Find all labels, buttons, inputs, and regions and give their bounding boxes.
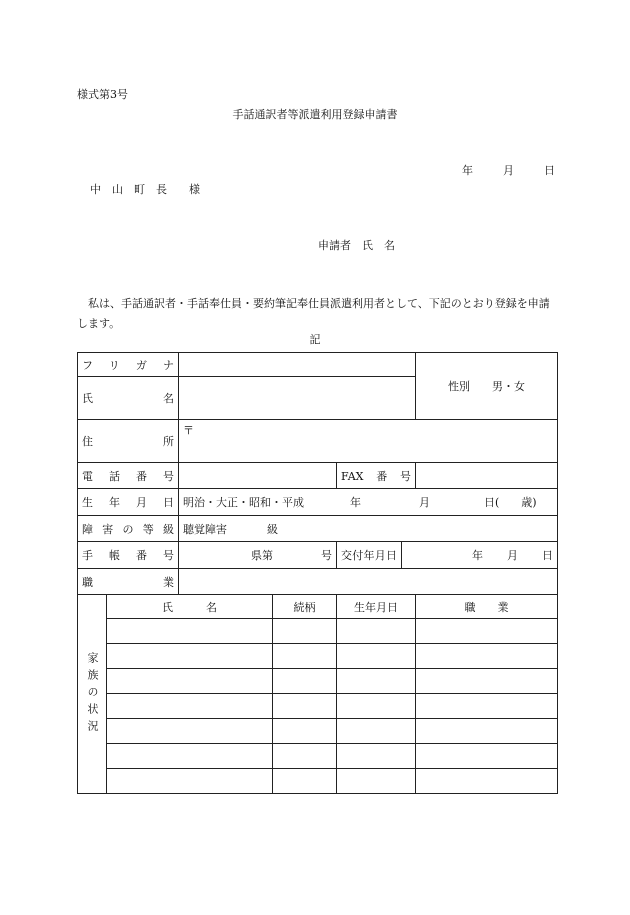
family-row (78, 644, 558, 669)
issue-date-input[interactable] (402, 542, 558, 569)
name-input[interactable] (179, 377, 416, 420)
family-col-name: 氏 名 (107, 595, 273, 619)
fax-label-cell (337, 463, 416, 489)
family-col-birth: 生年月日 (337, 595, 416, 619)
family-section-label-cell (78, 595, 107, 794)
addressee: 中 山 町 長 様 (90, 183, 200, 196)
family-relation-input[interactable] (273, 619, 337, 644)
ki-heading: 記 (309, 333, 321, 346)
family-row (78, 694, 558, 719)
family-job-input[interactable] (416, 719, 558, 744)
issue-month-label: 月 (507, 549, 519, 562)
family-relation-input[interactable] (273, 719, 337, 744)
form-number: 様式第3号 (77, 88, 128, 101)
disability-label-cell (78, 516, 179, 542)
family-name-input[interactable] (107, 744, 273, 769)
phone-input[interactable] (179, 463, 337, 489)
family-col-job: 職 業 (416, 595, 558, 619)
notebook-pref-label: 県第 (251, 549, 274, 562)
family-birth-input[interactable] (337, 669, 416, 694)
occupation-label: 職業 (82, 575, 175, 589)
family-relation-input[interactable] (273, 769, 337, 794)
fax-input[interactable] (416, 463, 558, 489)
address-label-cell (78, 420, 179, 463)
family-job-input[interactable] (416, 744, 558, 769)
application-statement: 私は、手話通訳者・手話奉仕員・要約筆記奉仕員派遣利用者として、下記のとおり登録を申請します。 (77, 297, 550, 330)
family-row (78, 619, 558, 644)
notebook-label: 手帳番号 (82, 549, 175, 562)
family-job-input[interactable] (416, 619, 558, 644)
family-job-input[interactable] (416, 644, 558, 669)
family-row (78, 769, 558, 794)
fax-label: FAX番号 (341, 469, 412, 483)
family-birth-input[interactable] (337, 769, 416, 794)
birth-label-cell (78, 489, 179, 516)
family-name-input[interactable] (107, 644, 273, 669)
family-relation-input[interactable] (273, 644, 337, 669)
date-day: 日 (544, 164, 555, 177)
issue-date-label: 交付年月日 (341, 549, 398, 562)
furigana-input[interactable] (179, 353, 416, 377)
birth-label: 生年月日 (82, 496, 175, 509)
address-input[interactable] (179, 420, 558, 463)
occupation-input[interactable] (179, 569, 558, 595)
registration-form-table (77, 352, 558, 794)
family-birth-input[interactable] (337, 694, 416, 719)
family-job-input[interactable] (416, 669, 558, 694)
family-name-input[interactable] (107, 619, 273, 644)
gender-label: 性別 男・女 (448, 380, 526, 393)
family-relation-input[interactable] (273, 744, 337, 769)
family-job-input[interactable] (416, 769, 558, 794)
family-name-input[interactable] (107, 719, 273, 744)
postal-mark: 〒 (183, 424, 195, 437)
family-birth-input[interactable] (337, 644, 416, 669)
family-relation-input[interactable] (273, 669, 337, 694)
name-label: 氏名 (82, 392, 175, 405)
family-section-label: 家族の状況 (86, 651, 99, 737)
birth-day-age-label: 日( 歳) (484, 496, 537, 509)
birth-date-input[interactable] (179, 489, 558, 516)
family-name-input[interactable] (107, 694, 273, 719)
disability-value: 聴覚障害 (183, 522, 228, 536)
family-col-relation: 続柄 (273, 595, 337, 619)
address-label: 住所 (82, 435, 175, 448)
family-row (78, 744, 558, 769)
disability-input[interactable] (179, 516, 558, 542)
phone-label: 電話番号 (82, 469, 175, 483)
occupation-label-cell (78, 569, 179, 595)
family-name-input[interactable] (107, 769, 273, 794)
name-label-cell (78, 377, 179, 420)
family-birth-input[interactable] (337, 719, 416, 744)
issue-year-label: 年 (472, 549, 484, 562)
furigana-label-cell (78, 353, 179, 377)
disability-grade-label: 級 (267, 522, 279, 536)
applicant-name-label: 申請者 氏 名 (318, 239, 395, 252)
notebook-number-input[interactable] (179, 542, 337, 569)
furigana-label: フリガナ (82, 358, 175, 372)
notebook-no-label: 号 (321, 549, 333, 562)
family-row (78, 669, 558, 694)
date-year: 年 (462, 164, 473, 177)
family-row (78, 719, 558, 744)
family-relation-input[interactable] (273, 694, 337, 719)
family-name-input[interactable] (107, 669, 273, 694)
family-birth-input[interactable] (337, 744, 416, 769)
gender-cell[interactable] (416, 353, 558, 420)
date-month: 月 (503, 164, 514, 177)
birth-month-label: 月 (419, 496, 431, 509)
issue-day-label: 日 (542, 549, 554, 562)
birth-era-options: 明治・大正・昭和・平成 (183, 496, 305, 509)
document-title: 手話通訳者等派遣利用登録申請書 (232, 108, 398, 121)
family-birth-input[interactable] (337, 619, 416, 644)
family-job-input[interactable] (416, 694, 558, 719)
notebook-label-cell (78, 542, 179, 569)
issue-date-label-cell (337, 542, 402, 569)
date-line (462, 162, 555, 178)
birth-year-label: 年 (350, 496, 362, 509)
disability-label: 障害の等級 (82, 522, 175, 536)
phone-label-cell (78, 463, 179, 489)
